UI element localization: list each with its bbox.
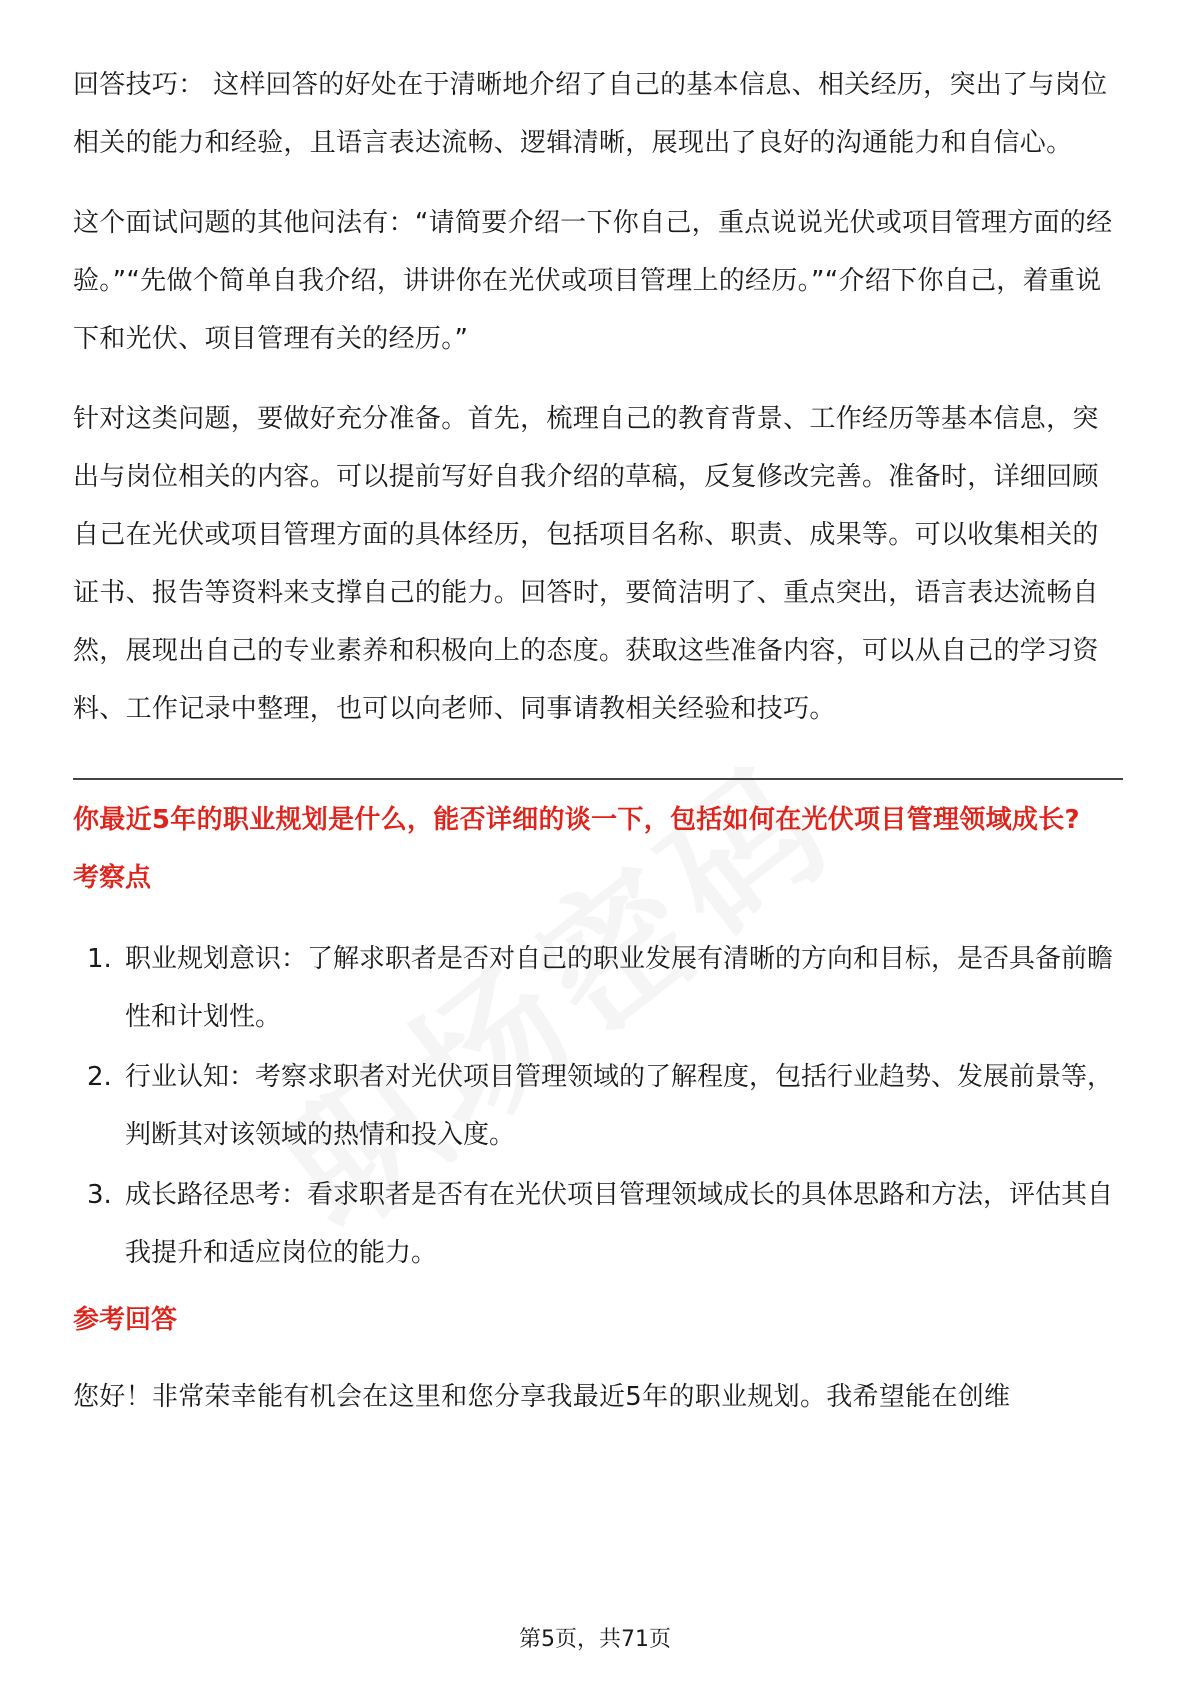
list-item-number: 3. (87, 1180, 112, 1210)
focus-section-title: 考察点 (73, 863, 152, 893)
list-item-text: 行业认知：考察求职者对光伏项目管理领域的了解程度，包括行业趋势、发展前景等，判断其对该领域的热情和投入度。 (125, 1062, 1114, 1150)
list-item-number: 1. (87, 944, 112, 974)
paragraph-alternative-questions: 这个面试问题的其他问法有：“请简要介绍一下你自己，重点说说光伏或项目管理方面的经验。”“先做个简单自我介绍，讲讲你在光伏或项目管理上的经历。”“介绍下你自己，着重说下和光伏、项目管理有关的经历。” (73, 208, 1113, 354)
page-footer: 第5页，共71页 (519, 1627, 671, 1652)
interview-question: 你最近5年的职业规划是什么，能否详细的谈一下，包括如何在光伏项目管理领域成长? (73, 805, 1080, 835)
paragraph-preparation: 针对这类问题，要做好充分准备。首先，梳理自己的教育背景、工作经历等基本信息，突出与岗位相关的内容。可以提前写好自我介绍的草稿，反复修改完善。准备时，详细回顾自己在光伏或项目管理方面的具体经历，包括项目名称、职责、成果等。可以收集相关的证书、报告等资料来支撑自己的能力。回答时，要简洁明了、重点突出，语言表达流畅自然，展现出自己的专业素养和积极向上的态度。获取这些准备内容，可以从自己的学习资料、工作记录中整理，也可以向老师、同事请教相关经验和技巧。 (73, 404, 1099, 724)
list-item-text: 成长路径思考：看求职者是否有在光伏项目管理领域成长的具体思路和方法，评估其自我提升和适应岗位的能力。 (125, 1180, 1114, 1268)
focus-list (73, 930, 1123, 1282)
document-page (73, 56, 1123, 1448)
answer-section-title: 参考回答 (73, 1305, 178, 1335)
list-item (73, 930, 1123, 1046)
paragraph-answer: 您好！非常荣幸能有机会在这里和您分享我最近5年的职业规划。我希望能在创维 (73, 1382, 1011, 1412)
paragraph-answer-tips: 回答技巧： 这样回答的好处在于清晰地介绍了自己的基本信息、相关经历，突出了与岗位相关的能力和经验，且语言表达流畅、逻辑清晰，展现出了良好的沟通能力和自信心。 (73, 70, 1108, 158)
list-item-text: 职业规划意识：了解求职者是否对自己的职业发展有清晰的方向和目标，是否具备前瞻性和计划性。 (125, 944, 1114, 1032)
section-divider (73, 778, 1123, 780)
list-item (73, 1166, 1123, 1282)
list-item (73, 1048, 1123, 1164)
list-item-number: 2. (87, 1062, 112, 1092)
